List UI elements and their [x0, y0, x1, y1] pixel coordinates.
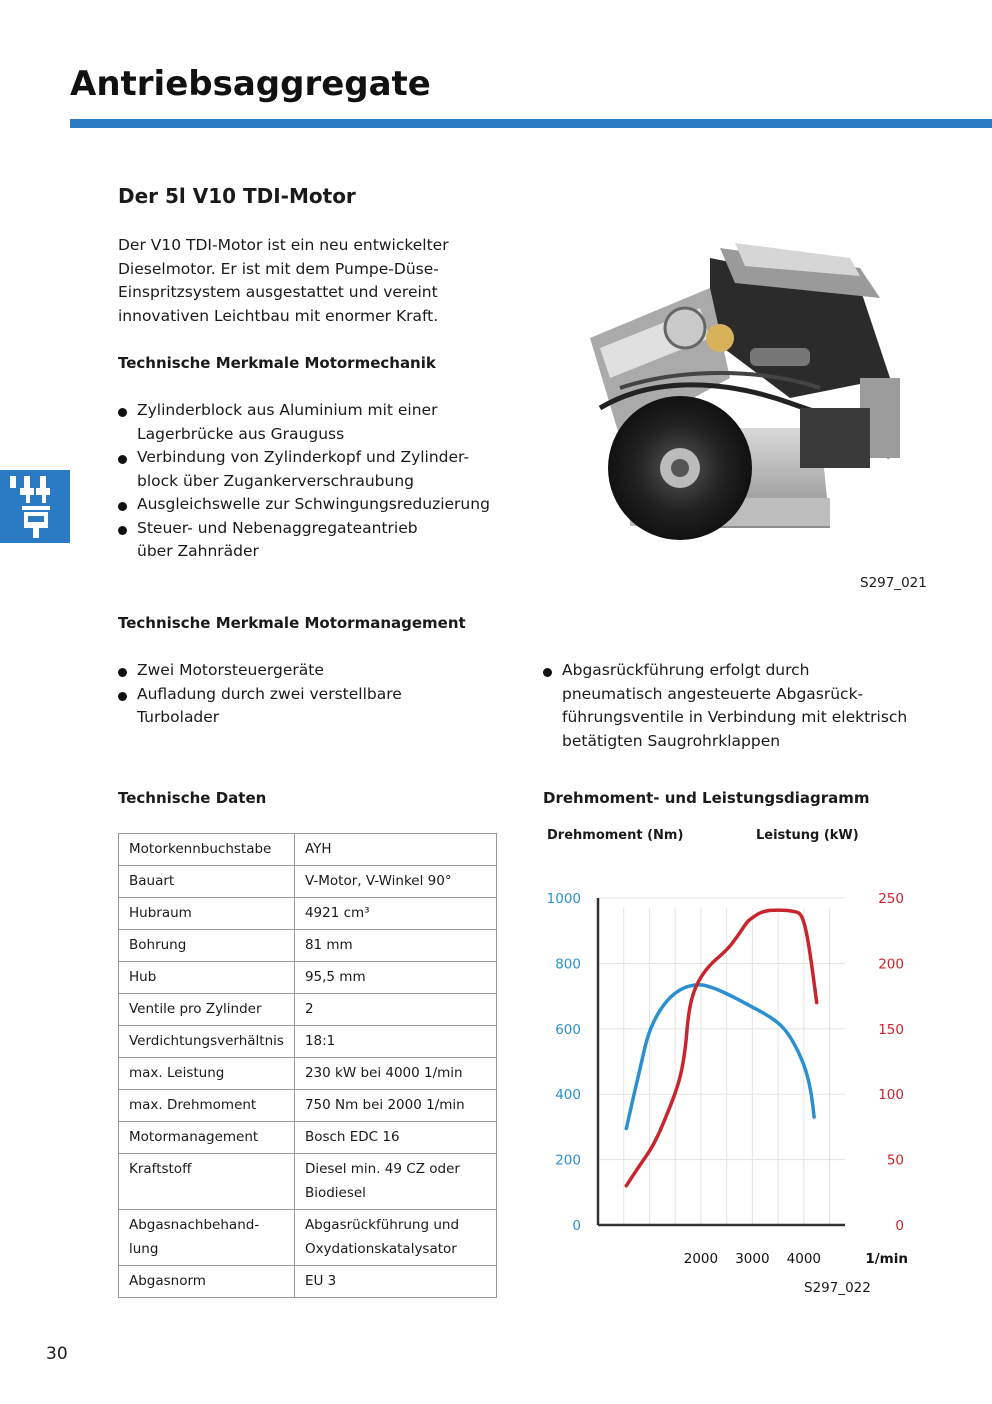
intro-line: innovativen Leichtbau mit enormer Kraft.: [118, 306, 439, 325]
bullet-icon: [118, 502, 127, 511]
table-cell-label: Abgasnorm: [119, 1266, 295, 1298]
chart-caption: S297_022: [804, 1280, 871, 1296]
table-cell-label: Motorkennbuchstabe: [119, 834, 295, 866]
tech-data-table: [118, 833, 497, 1298]
table-cell-value: 230 kW bei 4000 1/min: [294, 1058, 496, 1090]
table-row: [119, 1090, 497, 1122]
page-title: Antriebsaggregate: [70, 64, 431, 104]
management-heading: Technische Merkmale Motormanagement: [118, 614, 466, 632]
chart-right-axis-label: Leistung (kW): [756, 828, 859, 843]
bullet-icon: [118, 692, 127, 701]
engine-image: [560, 228, 940, 568]
table-cell-label: Bauart: [119, 866, 295, 898]
bullet-icon: [118, 526, 127, 535]
bullet-icon: [543, 668, 552, 677]
y-right-tick-label: 250: [878, 891, 904, 907]
title-rule: [70, 119, 992, 128]
engine-illustration: [560, 228, 940, 568]
y-left-tick-label: 400: [555, 1087, 581, 1104]
y-left-tick-label: 1000: [546, 891, 581, 907]
table-cell-label: Abgasnachbehand-lung: [119, 1210, 295, 1266]
engine-image-caption: S297_021: [860, 575, 927, 591]
table-cell-label: Ventile pro Zylinder: [119, 994, 295, 1026]
intro-text: [118, 234, 478, 328]
table-cell-value: 4921 cm³: [294, 898, 496, 930]
table-row: [119, 898, 497, 930]
table-row: [119, 962, 497, 994]
y-left-tick-label: 0: [572, 1218, 581, 1234]
table-cell-label: max. Leistung: [119, 1058, 295, 1090]
list-item: Steuer- und Nebenaggregateantrieb über Zahnräder: [118, 517, 508, 564]
intro-line: Einspritzsystem ausgestattet und vereint: [118, 283, 438, 301]
tech-data-heading: Technische Daten: [118, 789, 267, 807]
table-cell-value: 750 Nm bei 2000 1/min: [294, 1090, 496, 1122]
table-row: [119, 1210, 497, 1266]
table-cell-label: Bohrung: [119, 930, 295, 962]
table-row: [119, 1122, 497, 1154]
table-cell-label: Hubraum: [119, 898, 295, 930]
table-cell-value: 18:1: [294, 1026, 496, 1058]
engine-piston-icon: [0, 470, 70, 543]
management-list-left: [118, 659, 498, 730]
y-left-tick-label: 200: [555, 1152, 581, 1169]
chart-title: Drehmoment- und Leistungsdiagramm: [543, 789, 870, 807]
torque-series-line: [626, 985, 814, 1129]
bullet-icon: [118, 668, 127, 677]
table-cell-label: Motormanagement: [119, 1122, 295, 1154]
list-item: Zwei Motorsteuergeräte: [118, 659, 498, 683]
table-cell-value: Diesel min. 49 CZ oder Biodiesel: [294, 1154, 496, 1210]
table-cell-value: 2: [294, 994, 496, 1026]
y-right-tick-label: 50: [886, 1152, 904, 1169]
list-item: Ausgleichswelle zur Schwingungsreduzierung: [118, 493, 508, 517]
table-cell-value: Bosch EDC 16: [294, 1122, 496, 1154]
mechanics-heading: Technische Merkmale Motormechanik: [118, 354, 436, 372]
table-cell-value: V-Motor, V-Winkel 90°: [294, 866, 496, 898]
bullet-icon: [118, 455, 127, 464]
list-item: Verbindung von Zylinderkopf und Zylinder- block über Zugankerverschraubung: [118, 446, 508, 493]
list-item: Abgasrückführung erfolgt durch pneumatisch angesteuerte Abgasrück- führungsventile in Verbindung mit elektrisch betätigten Saugrohrklappen: [543, 659, 943, 753]
table-row: [119, 1154, 497, 1210]
x-tick-label: 3000: [735, 1251, 770, 1267]
table-cell-label: max. Drehmoment: [119, 1090, 295, 1122]
x-axis-label: 1/min: [865, 1251, 908, 1267]
y-left-tick-label: 600: [555, 1021, 581, 1038]
table-row: [119, 994, 497, 1026]
list-item: Zylinderblock aus Aluminium mit einer Lagerbrücke aus Grauguss: [118, 399, 508, 446]
table-cell-label: Hub: [119, 962, 295, 994]
mechanics-list: [118, 399, 508, 564]
x-tick-label: 4000: [786, 1251, 822, 1267]
torque-power-chart: [540, 855, 920, 1275]
page-number: 30: [46, 1344, 68, 1364]
bullet-icon: [118, 408, 127, 417]
x-tick-label: 2000: [683, 1251, 719, 1267]
table-cell-value: EU 3: [294, 1266, 496, 1298]
list-item: Aufladung durch zwei verstellbare Turbolader: [118, 683, 498, 730]
chart-left-axis-label: Drehmoment (Nm): [547, 828, 684, 843]
y-right-tick-label: 200: [878, 956, 904, 973]
table-row: [119, 1026, 497, 1058]
table-cell-value: AYH: [294, 834, 496, 866]
table-row: [119, 866, 497, 898]
table-cell-label: Kraftstoff: [119, 1154, 295, 1210]
table-row: [119, 1266, 497, 1298]
section-title: Der 5l V10 TDI-Motor: [118, 184, 356, 208]
y-right-tick-label: 100: [878, 1087, 904, 1104]
y-right-tick-label: 0: [895, 1218, 904, 1234]
management-list-right: [543, 659, 943, 753]
y-left-tick-label: 800: [555, 956, 581, 973]
table-row: [119, 1058, 497, 1090]
intro-line: Der V10 TDI-Motor ist ein neu entwickelter: [118, 236, 449, 254]
power-series-line: [626, 910, 816, 1186]
table-cell-value: 95,5 mm: [294, 962, 496, 994]
table-cell-value: Abgasrückführung und Oxydationskatalysator: [294, 1210, 496, 1266]
table-cell-label: Verdichtungsverhältnis: [119, 1026, 295, 1058]
table-row: [119, 930, 497, 962]
y-right-tick-label: 150: [878, 1021, 904, 1038]
intro-line: Dieselmotor. Er ist mit dem Pumpe-Düse-: [118, 259, 439, 278]
table-cell-value: 81 mm: [294, 930, 496, 962]
side-tab: [0, 470, 70, 543]
table-row: [119, 834, 497, 866]
